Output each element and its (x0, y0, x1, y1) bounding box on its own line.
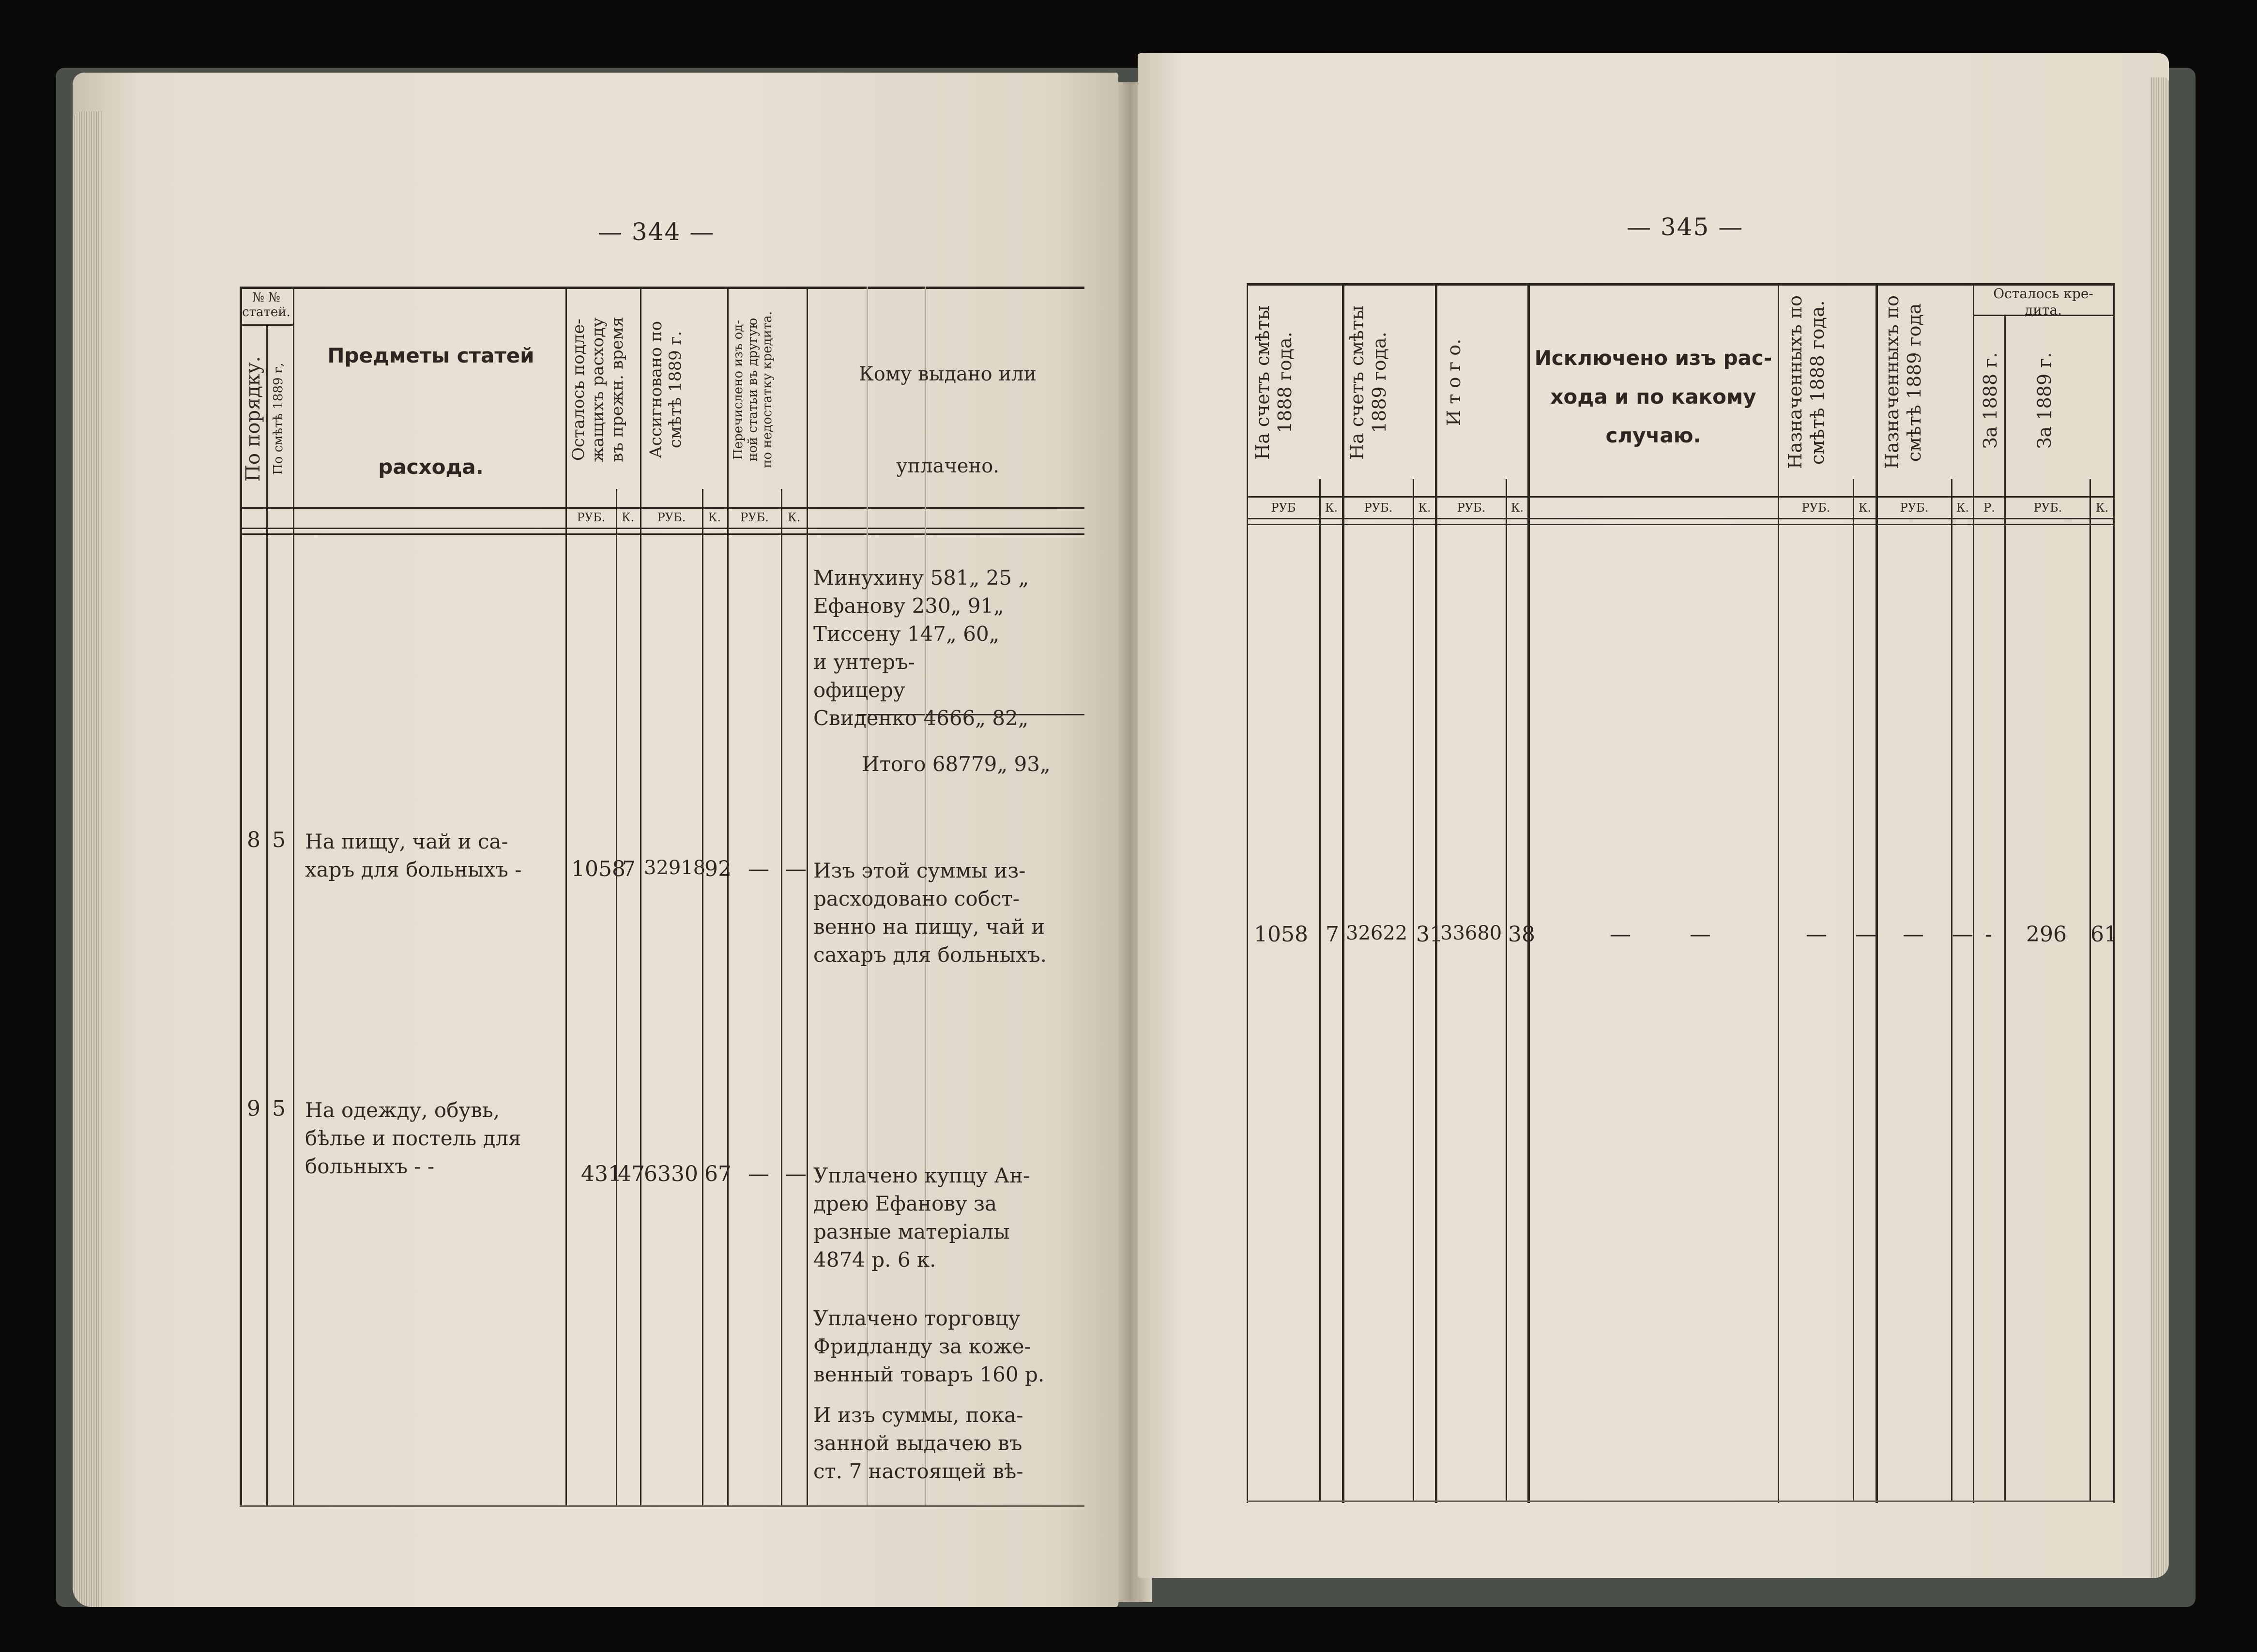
col-rule (2004, 315, 2006, 1500)
col-rule (1853, 479, 1854, 1500)
header-na-schet-1889: На счетъ смѣты 1889 года. (1346, 305, 1390, 460)
row8-s1888-k: 7 (1326, 922, 1339, 947)
row8-ost-k: 7 (622, 857, 636, 881)
row8-as-rub: 32918 (644, 857, 706, 879)
row8-iskl: — (1610, 922, 1631, 947)
row8-payee: Изъ этой суммы из- расходовано собст- венно на пищу, чай и сахаръ для больныхъ. (813, 859, 1047, 967)
payee-list (813, 564, 1084, 732)
row8-za-1889-k: 61 (2090, 922, 2118, 947)
col-rule (266, 324, 268, 1505)
row8-no: 8 (247, 828, 260, 852)
col-rule (1876, 283, 1878, 1503)
units-bottom-rule-2 (1247, 524, 2113, 525)
header-bottom-rule (240, 507, 1084, 509)
col-rule (640, 287, 641, 1506)
payee-line: Тиссену 147„ 60„ (813, 622, 1000, 646)
unit-k: К. (787, 511, 801, 524)
header-isklyucheno: Исключено изъ рас- хода и по какому случаю. (1534, 346, 1772, 447)
unit-rub: РУБ. (740, 511, 769, 524)
header-ostalos: Осталось подле- жащихъ расходу въ прежн. время (569, 317, 627, 463)
header-perechisleno: Перечислено изъ од- ной статьи въ другую по недостатку кредита. (731, 311, 775, 469)
col-rule (1342, 283, 1344, 1503)
show-through-text (1254, 542, 1525, 567)
payee-line: офицеру (813, 678, 905, 702)
col-rule (727, 287, 729, 1506)
row8-per-rub: — (748, 857, 769, 881)
row8-itogo-k: 38 (1508, 922, 1535, 947)
unit-rub: РУБ. (2033, 501, 2062, 515)
payee-line: Свиденко 4666„ 82„ (813, 706, 1029, 730)
row8-za-1889-rub: 296 (2026, 922, 2067, 947)
col-rule (1435, 283, 1437, 1503)
col-rule (616, 489, 617, 1505)
unit-k: К. (1418, 501, 1431, 515)
header-itogo: И т о г о. (1443, 338, 1464, 426)
header-naznach-1888: Назначенныхъ по смѣтѣ 1888 года. (1784, 295, 1828, 470)
unit-k: К. (1858, 501, 1872, 515)
col-rule (2089, 479, 2091, 1500)
col-rule (1247, 283, 1248, 1503)
col-rule (565, 287, 567, 1506)
header-sub-rule (1973, 315, 2113, 316)
row8-smeta: 5 (272, 828, 286, 852)
row9-payee-1: Уплачено купцу Ан- дрею Ефанову за разные матеріалы 4874 р. 6 к. (813, 1164, 1030, 1272)
col-rule (1527, 283, 1530, 1503)
unit-k: К. (708, 511, 721, 524)
unit-r: Р. (1983, 501, 1995, 515)
row9-per-k: — (785, 1162, 807, 1186)
row9-smeta: 5 (272, 1096, 286, 1121)
row8-item: На пищу, чай и са- харъ для больныхъ - (305, 830, 522, 881)
col-rule (1319, 479, 1321, 1500)
unit-rub: РУБ. (1457, 501, 1486, 515)
table-top-rule (240, 287, 1084, 289)
row9-item: На одежду, обувь, бѣлье и постель для больныхъ - - (305, 1098, 521, 1178)
col-rule (1413, 479, 1414, 1500)
header-za-1889: За 1889 г. (2034, 352, 2055, 449)
unit-k: К. (1325, 501, 1338, 515)
payee-line: и унтеръ- (813, 650, 915, 674)
row8-itogo-rub: 33680 (1440, 922, 1502, 944)
header-predmety: Предметы статей (327, 344, 534, 367)
unit-rub: РУБ. (657, 511, 686, 524)
right-page (1138, 53, 2169, 1578)
row9-no: 9 (247, 1096, 260, 1121)
table-bottom-rule (240, 1505, 1084, 1507)
row9-ost-k: 47 (618, 1162, 645, 1186)
row9-per-rub: — (748, 1162, 769, 1186)
row8-n1888: — (1806, 922, 1827, 947)
header-ostalos-kredita: Осталось кре- дита. (1993, 286, 2093, 318)
left-page-edges (73, 111, 102, 1607)
right-page-edges (2150, 77, 2169, 1578)
row9-as-k: 67 (704, 1162, 732, 1186)
col-rule (807, 287, 808, 1506)
row8-n1889-k: — (1952, 922, 1973, 947)
header-bottom-rule (1247, 496, 2113, 498)
col-rule (781, 489, 782, 1505)
unit-rub: РУБ. (1900, 501, 1929, 515)
row8-as-k: 92 (704, 857, 732, 881)
header-uplacheno: уплачено. (896, 455, 1000, 477)
col-rule (293, 287, 294, 1506)
row9-payee-2: Уплачено торговцу Фридланду за коже- венный товаръ 160 р. (813, 1306, 1045, 1386)
units-bottom-rule-2 (240, 533, 1084, 535)
col-rule (702, 489, 703, 1505)
total-line: Итого 68779„ 93„ (862, 752, 1051, 776)
payee-line: Ефанову 230„ 91„ (813, 594, 1005, 618)
row8-s1888-rub: 1058 (1254, 922, 1308, 947)
page-number-345: — 345 — (1627, 213, 1744, 241)
col-rule (2113, 283, 2115, 1503)
col-rule (1506, 479, 1507, 1500)
row8-za-1888: - (1985, 922, 1992, 947)
header-assignovano: Ассигновано по смѣтѣ 1889 г. (646, 321, 685, 458)
row9-payee-3: И изъ суммы, пока- занной выдачею въ ст. 7 настоящей вѣ- (813, 1403, 1023, 1483)
table-bottom-rule (1247, 1500, 2113, 1502)
header-po-poryadku: По порядку. (242, 356, 264, 482)
unit-k: К. (1956, 501, 1969, 515)
header-nn-statey: № № статей. (242, 290, 290, 319)
header-sub-rule (240, 324, 293, 326)
row9-ost-rub: 431 (581, 1162, 622, 1186)
row8-s1889-rub: 32622 (1346, 922, 1408, 944)
header-raskhoda: расхода. (378, 455, 484, 479)
row8-n1888-k: — (1855, 922, 1876, 947)
header-komu: Кому выдано или (858, 363, 1037, 385)
row8-per-k: — (785, 857, 807, 881)
row9-as-rub: 6330 (644, 1162, 698, 1186)
open-book (73, 53, 2169, 1602)
row8-iskl-2: — (1690, 922, 1711, 947)
row8-ost-rub: 1058 (571, 857, 625, 881)
unit-k: К. (2095, 501, 2109, 515)
col-rule (1951, 479, 1952, 1500)
row8-n1889: — (1903, 922, 1924, 947)
unit-rub: РУБ (1271, 501, 1296, 515)
left-page (73, 73, 1118, 1607)
row8-s1889-k: 31 (1416, 922, 1443, 947)
payee-line: Минухину 581„ 25 „ (813, 566, 1029, 590)
header-za-1888: За 1888 г. (1980, 352, 2001, 449)
units-bottom-rule (240, 528, 1084, 529)
header-na-schet-1888: На счетъ смѣты 1888 года. (1252, 305, 1296, 460)
unit-rub: РУБ. (1801, 501, 1830, 515)
unit-k: К. (1510, 501, 1524, 515)
col-rule (1973, 283, 1974, 1503)
unit-k: К. (621, 511, 635, 524)
header-naznach-1889: Назначенныхъ по смѣтѣ 1889 года (1881, 295, 1925, 470)
col-rule (1778, 283, 1779, 1503)
unit-rub: РУБ. (1364, 501, 1393, 515)
unit-rub: РУБ. (577, 511, 606, 524)
header-po-smete-1889: По смѣтѣ 1889 г, (271, 363, 286, 475)
page-number-344: — 344 — (598, 218, 715, 246)
units-bottom-rule (1247, 518, 2113, 519)
